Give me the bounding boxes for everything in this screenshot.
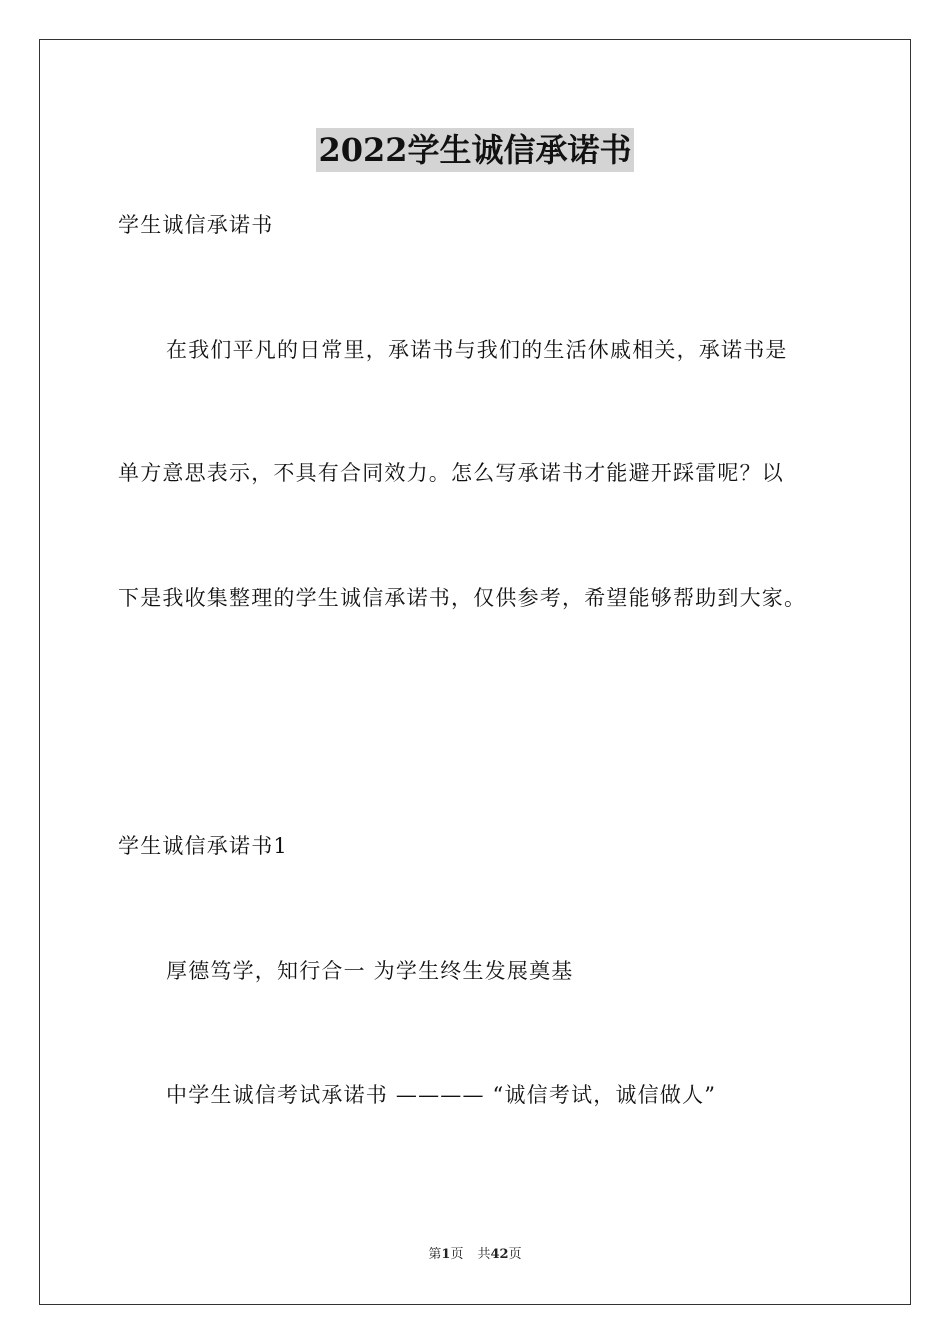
- document-heading: 学生诚信承诺书: [118, 213, 274, 237]
- footer-page-number: 1: [441, 1247, 451, 1262]
- footer-total-pages: 42: [490, 1247, 509, 1262]
- document-title: 2022学生诚信承诺书: [316, 128, 633, 172]
- section-heading: 学生诚信承诺书1: [118, 834, 288, 858]
- paragraph-line-2: 单方意思表示，不具有合同效力。怎么写承诺书才能避开踩雷呢？以: [118, 461, 784, 485]
- exam-pledge-line: 中学生诚信考试承诺书 ———— “诚信考试，诚信做人”: [166, 1083, 717, 1107]
- motto-line: 厚德笃学，知行合一 为学生终生发展奠基: [166, 959, 574, 983]
- paragraph-line-1: 在我们平凡的日常里，承诺书与我们的生活休戚相关，承诺书是: [166, 338, 788, 362]
- page-footer: [0, 1246, 950, 1264]
- title-container: [0, 128, 950, 172]
- footer-total-prefix: 共: [477, 1247, 491, 1262]
- footer-page-prefix: 第: [428, 1247, 442, 1262]
- paragraph-line-3: 下是我收集整理的学生诚信承诺书，仅供参考，希望能够帮助到大家。: [118, 586, 807, 610]
- footer-total-suffix: 页: [508, 1247, 522, 1262]
- footer-page-suffix: 页: [450, 1247, 464, 1262]
